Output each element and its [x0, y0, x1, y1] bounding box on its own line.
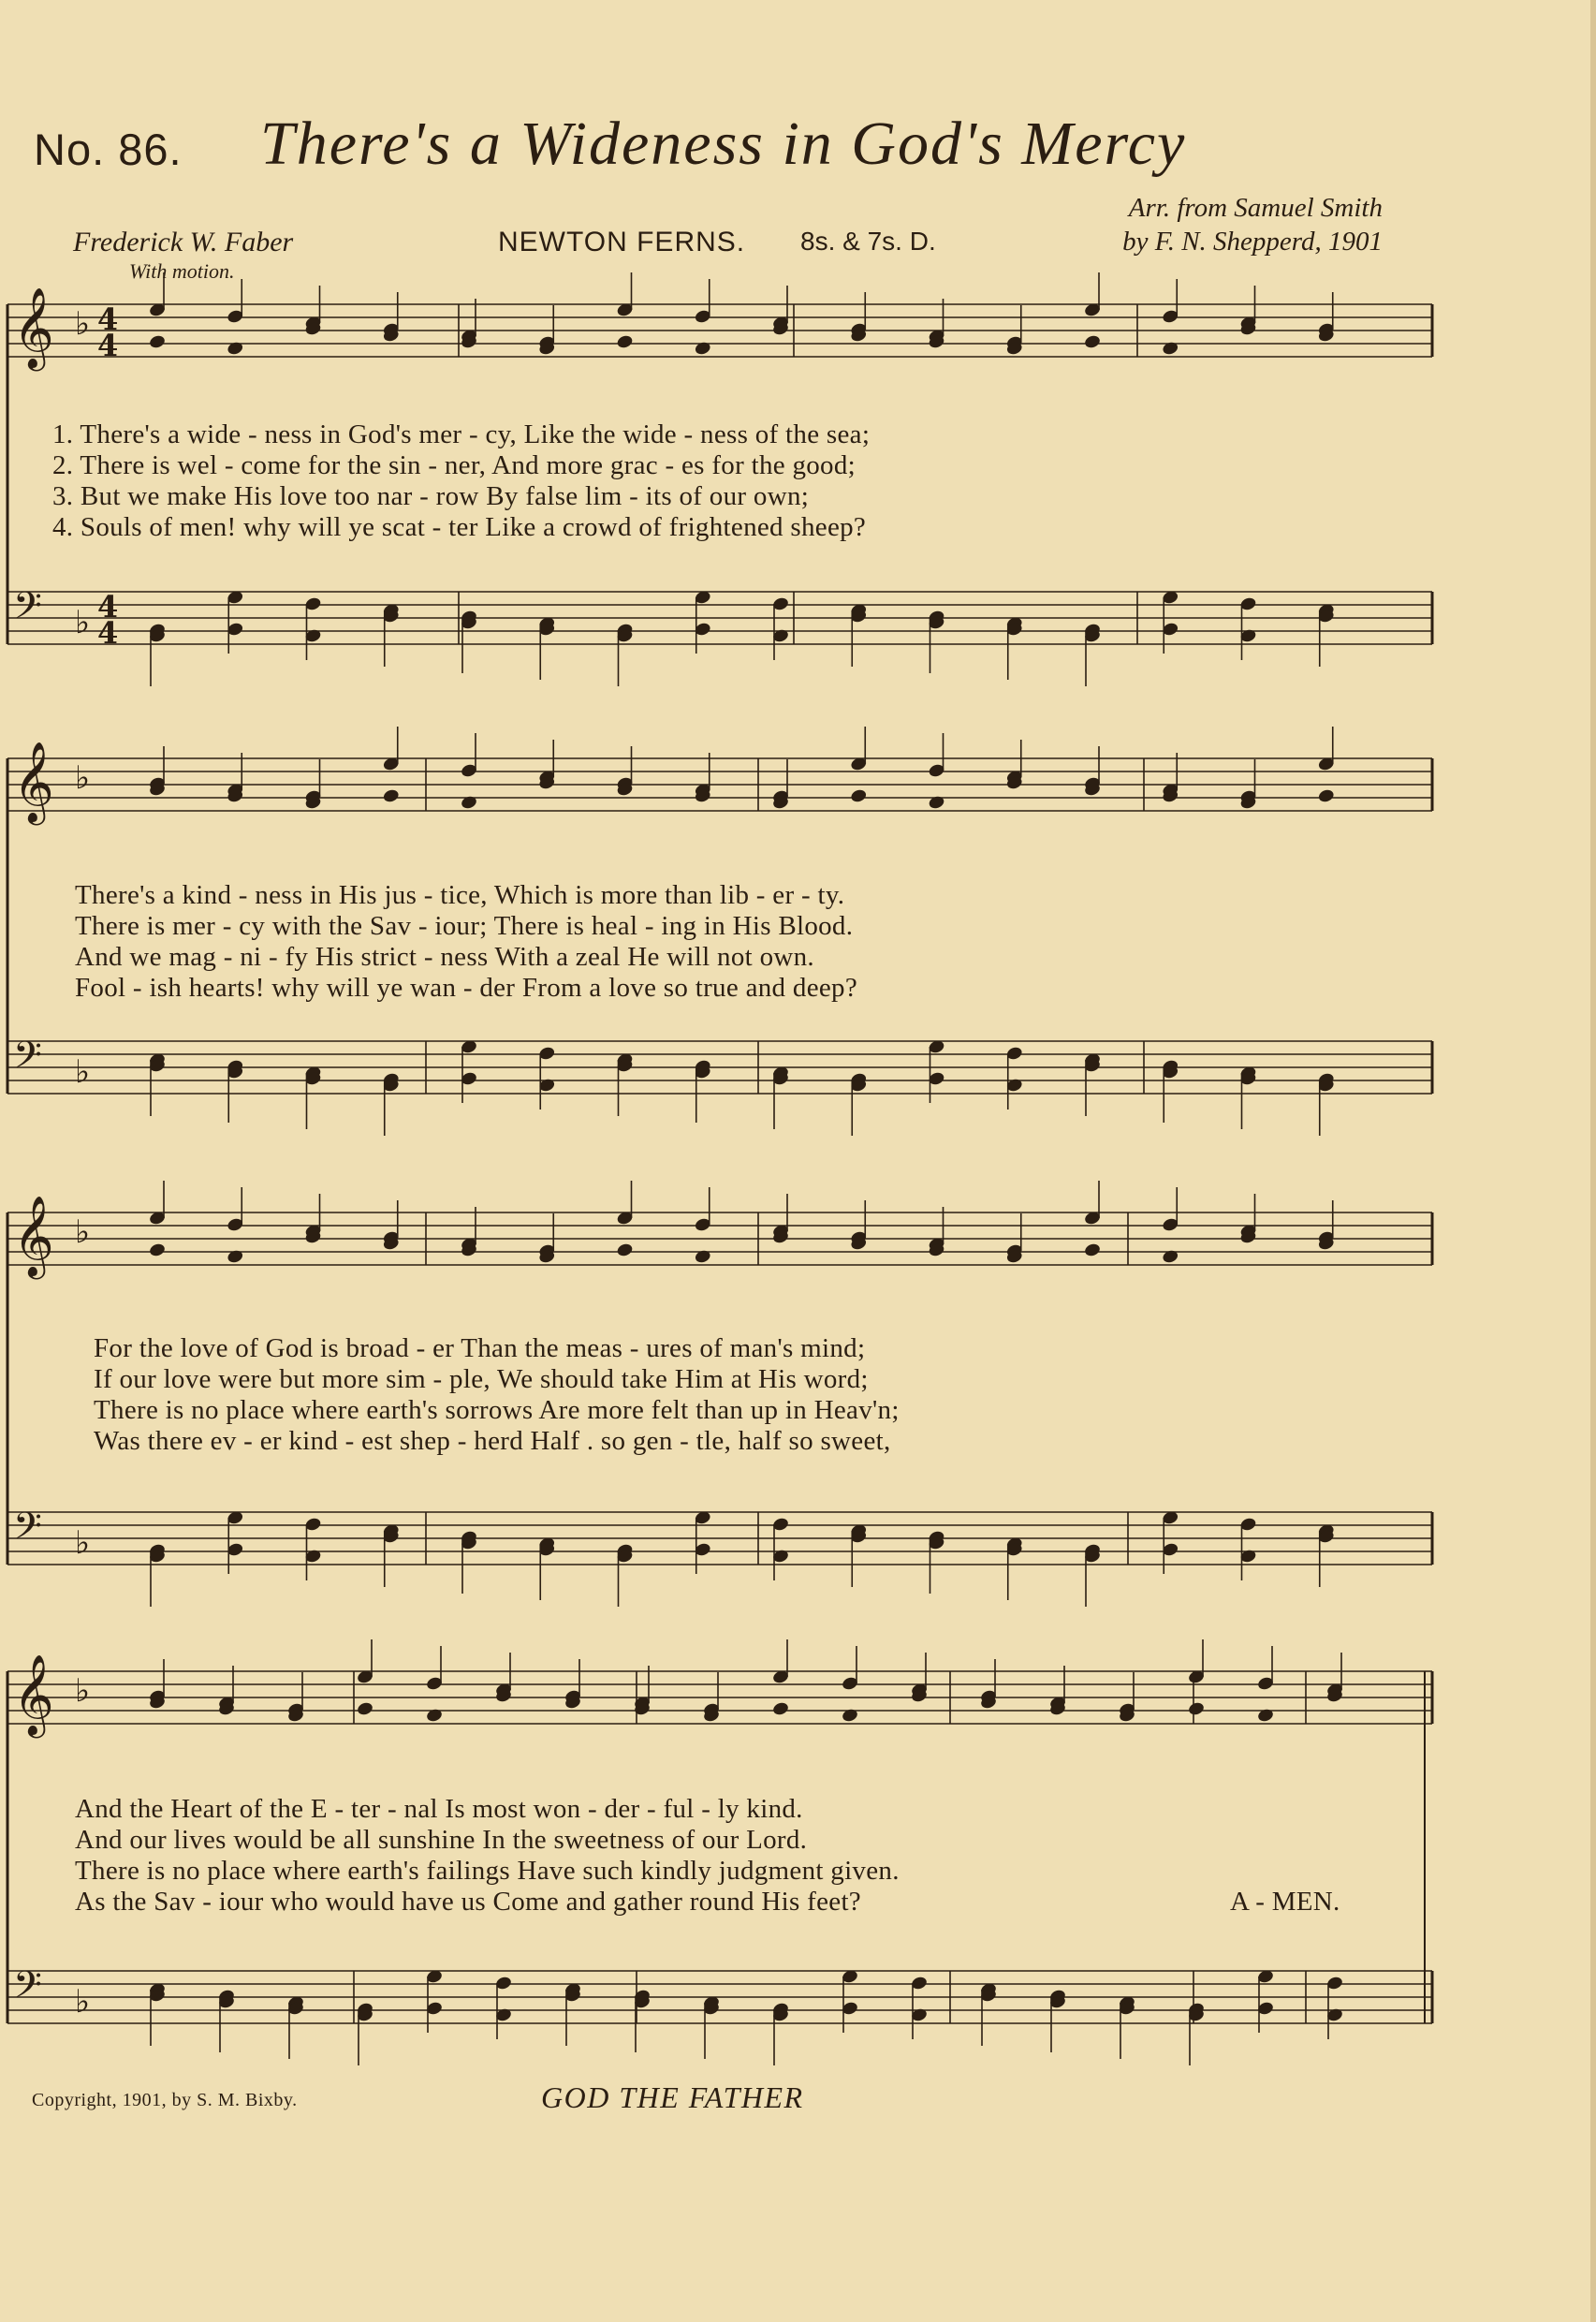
verse-line: And we mag - ni - fy His strict - ness With a zeal He will not own. — [75, 942, 814, 972]
verse-line: And our lives would be all sunshine In the sweetness of our Lord. — [75, 1825, 808, 1855]
verse-line: 3. But we make His love too nar - row By false lim - its of our own; — [52, 481, 810, 511]
bass-clef: 𝄢 — [13, 1963, 42, 2016]
notehead — [382, 788, 400, 804]
flat-sign: ♭ — [75, 1213, 91, 1251]
arranger-line-1: Arr. from Samuel Smith — [1128, 193, 1383, 223]
verse-line: 1. There's a wide - ness in God's mer - cy, Like the wide - ness of the sea; — [52, 419, 871, 449]
notehead — [928, 795, 945, 811]
notehead — [356, 1701, 373, 1717]
bass-clef: 𝄢 — [13, 1034, 42, 1086]
hymn-number: No. 86. — [34, 125, 183, 174]
notehead — [694, 341, 711, 357]
hymn-title: There's a Wideness in God's Mercy — [260, 110, 1187, 178]
notehead — [227, 341, 244, 357]
verse-line: If our love were but more sim - ple, We should take Him at His word; — [94, 1364, 869, 1394]
verse-line: Was there ev - er kind - est shep - herd Half . so gen - tle, half so sweet, — [94, 1426, 891, 1456]
notehead — [1256, 1708, 1274, 1724]
tempo-marking: With motion. — [129, 259, 235, 283]
verse-line: And the Heart of the E - ter - nal Is most won - der - ful - ly kind. — [75, 1794, 803, 1824]
treble-clef: 𝄞 — [13, 742, 54, 822]
notehead — [771, 1701, 789, 1717]
flat-sign: ♭ — [75, 1672, 91, 1710]
verse-line: Fool - ish hearts! why will ye wan - der From a love so true and deep? — [75, 973, 858, 1003]
notehead — [616, 334, 634, 350]
notehead — [694, 1249, 711, 1265]
treble-clef: 𝄞 — [13, 287, 54, 368]
notehead — [148, 1242, 166, 1258]
flat-sign: ♭ — [75, 1053, 91, 1091]
notehead — [1187, 1701, 1205, 1717]
time-signature-bottom: 4 — [97, 328, 119, 363]
verse-line: 2. There is wel - come for the sin - ner, And more grac - es for the good; — [52, 450, 857, 480]
time-signature-top: 4 — [97, 301, 119, 337]
time-signature-top: 4 — [97, 589, 119, 625]
notehead — [425, 1708, 443, 1724]
arranger-line-2: by F. N. Shepperd, 1901 — [1122, 227, 1383, 257]
notehead — [841, 1708, 858, 1724]
flat-sign: ♭ — [75, 1983, 91, 2021]
copyright: Copyright, 1901, by S. M. Bixby. — [32, 2090, 298, 2110]
verse-line: There is no place where earth's sorrows Are more felt than up in Heav'n; — [94, 1395, 900, 1425]
verse-line: As the Sav - iour who would have us Come and gather round His feet? — [75, 1887, 861, 1917]
notehead — [227, 1249, 244, 1265]
verse-line: There is mer - cy with the Sav - iour; There is heal - ing in His Blood. — [75, 911, 854, 941]
verse-line: 4. Souls of men! why will ye scat - ter Like a crowd of frightened sheep? — [52, 512, 867, 542]
bass-clef: 𝄢 — [13, 584, 42, 637]
notehead — [460, 795, 477, 811]
notehead — [148, 334, 166, 350]
amen: A - MEN. — [1230, 1887, 1340, 1917]
flat-sign: ♭ — [75, 305, 91, 343]
flat-sign: ♭ — [75, 1524, 91, 1562]
notehead — [850, 788, 868, 804]
bass-clef: 𝄢 — [13, 1505, 42, 1557]
author: Frederick W. Faber — [73, 227, 294, 257]
time-signature-bottom: 4 — [97, 615, 119, 651]
topic-heading: GOD THE FATHER — [541, 2080, 804, 2114]
notehead — [1162, 1249, 1179, 1265]
notehead — [1162, 341, 1179, 357]
notehead — [1083, 334, 1101, 350]
notehead — [1317, 788, 1335, 804]
flat-sign: ♭ — [75, 759, 91, 797]
treble-clef: 𝄞 — [13, 1196, 54, 1276]
meter: 8s. & 7s. D. — [800, 227, 936, 256]
notehead — [616, 1242, 634, 1258]
tune-name: NEWTON FERNS. — [498, 227, 746, 257]
verse-line: There is no place where earth's failings Have such kindly judgment given. — [75, 1856, 900, 1886]
flat-sign: ♭ — [75, 604, 91, 641]
verse-line: For the love of God is broad - er Than the meas - ures of man's mind; — [94, 1333, 866, 1363]
verse-line: There's a kind - ness in His jus - tice, Which is more than lib - er - ty. — [75, 880, 845, 910]
treble-clef: 𝄞 — [13, 1654, 54, 1735]
notehead — [1083, 1242, 1101, 1258]
